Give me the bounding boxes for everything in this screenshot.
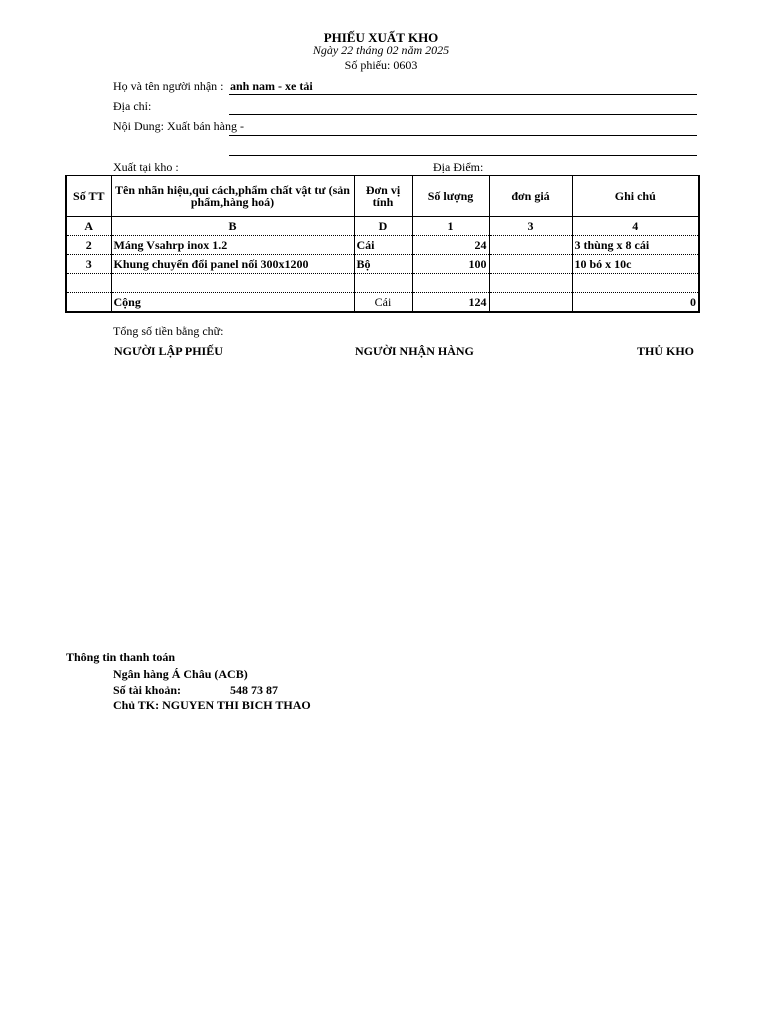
- payment-account-label: Số tài khoản:: [113, 683, 182, 697]
- location-label: Địa Điểm:: [433, 160, 484, 174]
- row-name: Khung chuyển đổi panel nối 300x1200: [111, 255, 354, 274]
- code-cell: A: [66, 217, 111, 236]
- content-underline-2: [229, 155, 697, 156]
- row-stt: 2: [66, 236, 111, 255]
- document-title: PHIẾU XUẤT KHO: [323, 30, 439, 45]
- signature-keeper: THỦ KHO: [637, 344, 695, 358]
- table-row: [66, 274, 699, 293]
- payment-account-number: 548 73 87: [230, 683, 278, 697]
- total-unit: Cái: [354, 293, 412, 313]
- code-cell: D: [354, 217, 412, 236]
- total-stt: [66, 293, 111, 313]
- total-qty: 124: [412, 293, 489, 313]
- row-price: [489, 236, 572, 255]
- row-stt: [66, 274, 111, 293]
- header-qty: Số lượng: [412, 176, 489, 217]
- table-code-row: [66, 217, 699, 236]
- total-price: [489, 293, 572, 313]
- header-note: Ghi chú: [572, 176, 699, 217]
- address-underline: [229, 114, 697, 115]
- amount-in-words-label: Tổng số tiền bằng chữ:: [113, 324, 224, 338]
- row-price: [489, 255, 572, 274]
- total-note: 0: [572, 293, 699, 313]
- row-stt: 3: [66, 255, 111, 274]
- table-total-row: [66, 293, 699, 313]
- code-cell: B: [111, 217, 354, 236]
- table-row: [66, 236, 699, 255]
- recipient-value: anh nam - xe tải: [230, 79, 313, 93]
- row-note: [572, 274, 699, 293]
- content-underline: [229, 135, 697, 136]
- row-unit: Cái: [354, 236, 412, 255]
- goods-table: [65, 175, 700, 313]
- table-header-row: [66, 176, 699, 217]
- row-price: [489, 274, 572, 293]
- total-label: Cộng: [111, 293, 354, 313]
- row-qty: [412, 274, 489, 293]
- header-name: Tên nhãn hiệu,qui cách,phẩm chất vật tư (sản phẩm,hàng hoá): [111, 176, 354, 217]
- row-qty: 100: [412, 255, 489, 274]
- row-unit: [354, 274, 412, 293]
- warehouse-label: Xuất tại kho :: [113, 160, 179, 174]
- code-cell: 4: [572, 217, 699, 236]
- recipient-label: Họ và tên người nhận :: [113, 79, 224, 93]
- row-name: [111, 274, 354, 293]
- signature-creator: NGƯỜI LẬP PHIẾU: [114, 344, 223, 358]
- payment-title: Thông tin thanh toán: [66, 650, 176, 664]
- signature-receiver: NGƯỜI NHẬN HÀNG: [355, 344, 474, 358]
- row-qty: 24: [412, 236, 489, 255]
- header-unit: Đơn vị tính: [354, 176, 412, 217]
- payment-holder: Chủ TK: NGUYEN THI BICH THAO: [113, 698, 311, 712]
- address-label: Địa chỉ:: [113, 99, 152, 113]
- row-note: 3 thùng x 8 cái: [572, 236, 699, 255]
- code-cell: 1: [412, 217, 489, 236]
- code-cell: 3: [489, 217, 572, 236]
- document-number: Số phiếu: 0603: [344, 58, 418, 72]
- content-label: Nội Dung: Xuất bán hàng -: [113, 119, 244, 133]
- row-note: 10 bó x 10c: [572, 255, 699, 274]
- header-stt: Số TT: [66, 176, 111, 217]
- header-price: đơn giá: [489, 176, 572, 217]
- recipient-underline: [229, 94, 697, 95]
- row-unit: Bộ: [354, 255, 412, 274]
- table-row: [66, 255, 699, 274]
- row-name: Máng Vsahrp inox 1.2: [111, 236, 354, 255]
- payment-bank: Ngân hàng Á Châu (ACB): [113, 667, 248, 681]
- document-date: Ngày 22 tháng 02 năm 2025: [312, 43, 450, 57]
